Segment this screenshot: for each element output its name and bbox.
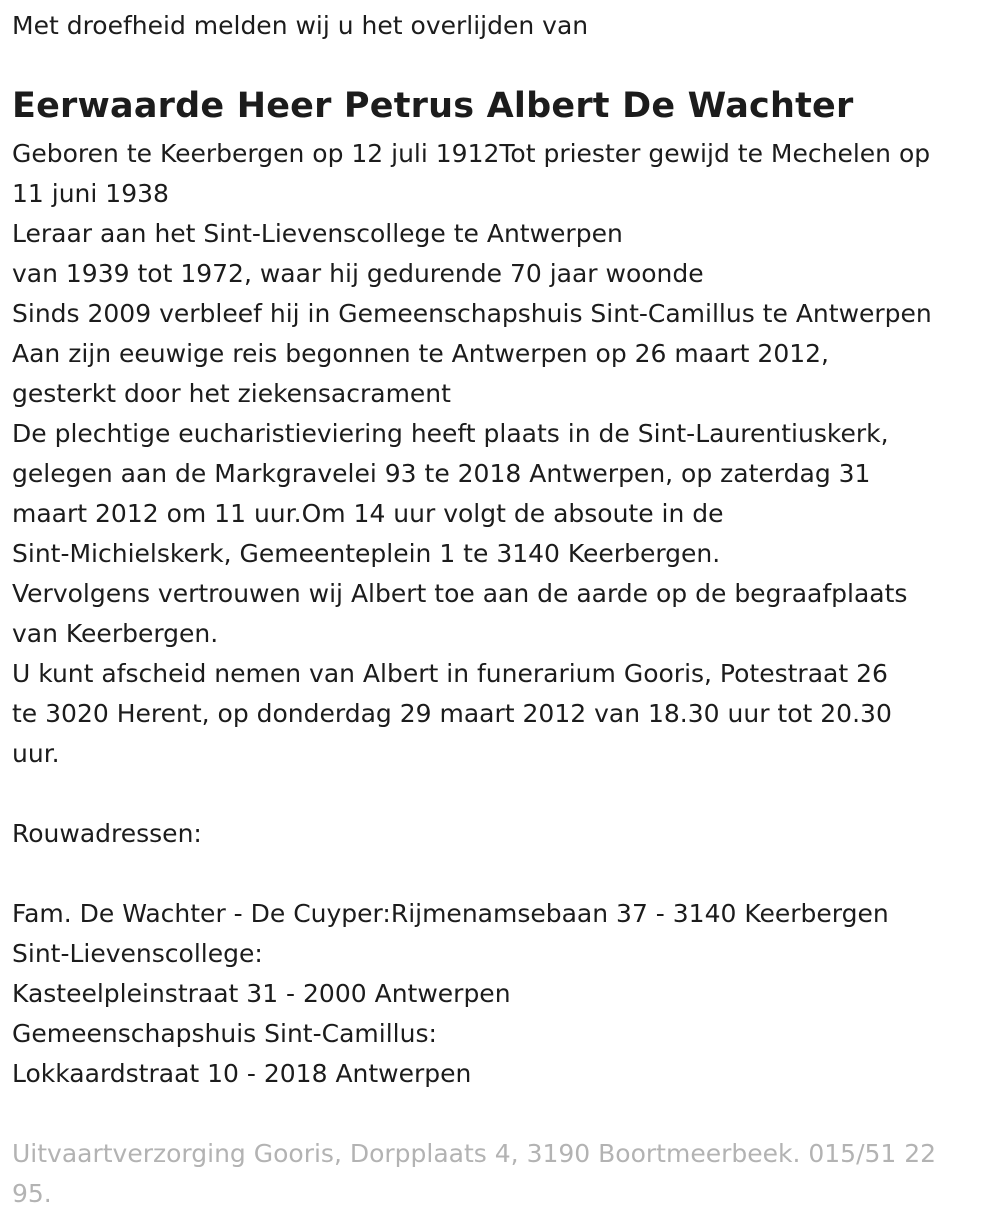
body-line: maart 2012 om 11 uur.Om 14 uur volgt de absoute in de	[12, 499, 724, 528]
body-line: gesterkt door het ziekensacrament	[12, 379, 451, 408]
intro-text: Met droefheid melden wij u het overlijden van	[12, 11, 589, 40]
obituary-body	[12, 134, 988, 1094]
paragraph-spacer	[12, 774, 988, 814]
footer-line: Uitvaartverzorging Gooris, Dorpplaats 4, 3190 Boortmeerbeek. 015/51 22	[12, 1139, 937, 1168]
body-line: van 1939 tot 1972, waar hij gedurende 70 jaar woonde	[12, 259, 704, 288]
paragraph-spacer	[12, 854, 988, 894]
condolence-heading: Rouwadressen:	[12, 819, 202, 848]
body-line: Aan zijn eeuwige reis begonnen te Antwerpen op 26 maart 2012,	[12, 339, 830, 368]
address-line: Fam. De Wachter - De Cuyper:Rijmenamsebaan 37 - 3140 Keerbergen	[12, 899, 889, 928]
body-line: U kunt afscheid nemen van Albert in funerarium Gooris, Potestraat 26	[12, 659, 888, 688]
body-line: te 3020 Herent, op donderdag 29 maart 2012 van 18.30 uur tot 20.30	[12, 699, 892, 728]
body-line: Leraar aan het Sint-Lievenscollege te Antwerpen	[12, 219, 623, 248]
body-line: van Keerbergen.	[12, 619, 219, 648]
body-line: Geboren te Keerbergen op 12 juli 1912Tot priester gewijd te Mechelen op	[12, 139, 931, 168]
address-line: Sint-Lievenscollege:	[12, 939, 263, 968]
body-line: uur.	[12, 739, 60, 768]
deceased-name: Eerwaarde Heer Petrus Albert De Wachter	[12, 86, 854, 126]
address-line: Gemeenschapshuis Sint-Camillus:	[12, 1019, 437, 1048]
body-line: Sint-Michielskerk, Gemeenteplein 1 te 3140 Keerbergen.	[12, 539, 721, 568]
footer-line: 95.	[12, 1179, 52, 1208]
address-line: Kasteelpleinstraat 31 - 2000 Antwerpen	[12, 979, 511, 1008]
body-line: Vervolgens vertrouwen wij Albert toe aan de aarde op de begraafplaats	[12, 579, 908, 608]
body-line: De plechtige eucharistieviering heeft plaats in de Sint-Laurentiuskerk,	[12, 419, 889, 448]
body-line: 11 juni 1938	[12, 179, 169, 208]
body-line: gelegen aan de Markgravelei 93 te 2018 Antwerpen, op zaterdag 31	[12, 459, 871, 488]
funeral-director-footer	[12, 1134, 988, 1214]
body-line: Sinds 2009 verbleef hij in Gemeenschapshuis Sint-Camillus te Antwerpen	[12, 299, 932, 328]
address-line: Lokkaardstraat 10 - 2018 Antwerpen	[12, 1059, 472, 1088]
